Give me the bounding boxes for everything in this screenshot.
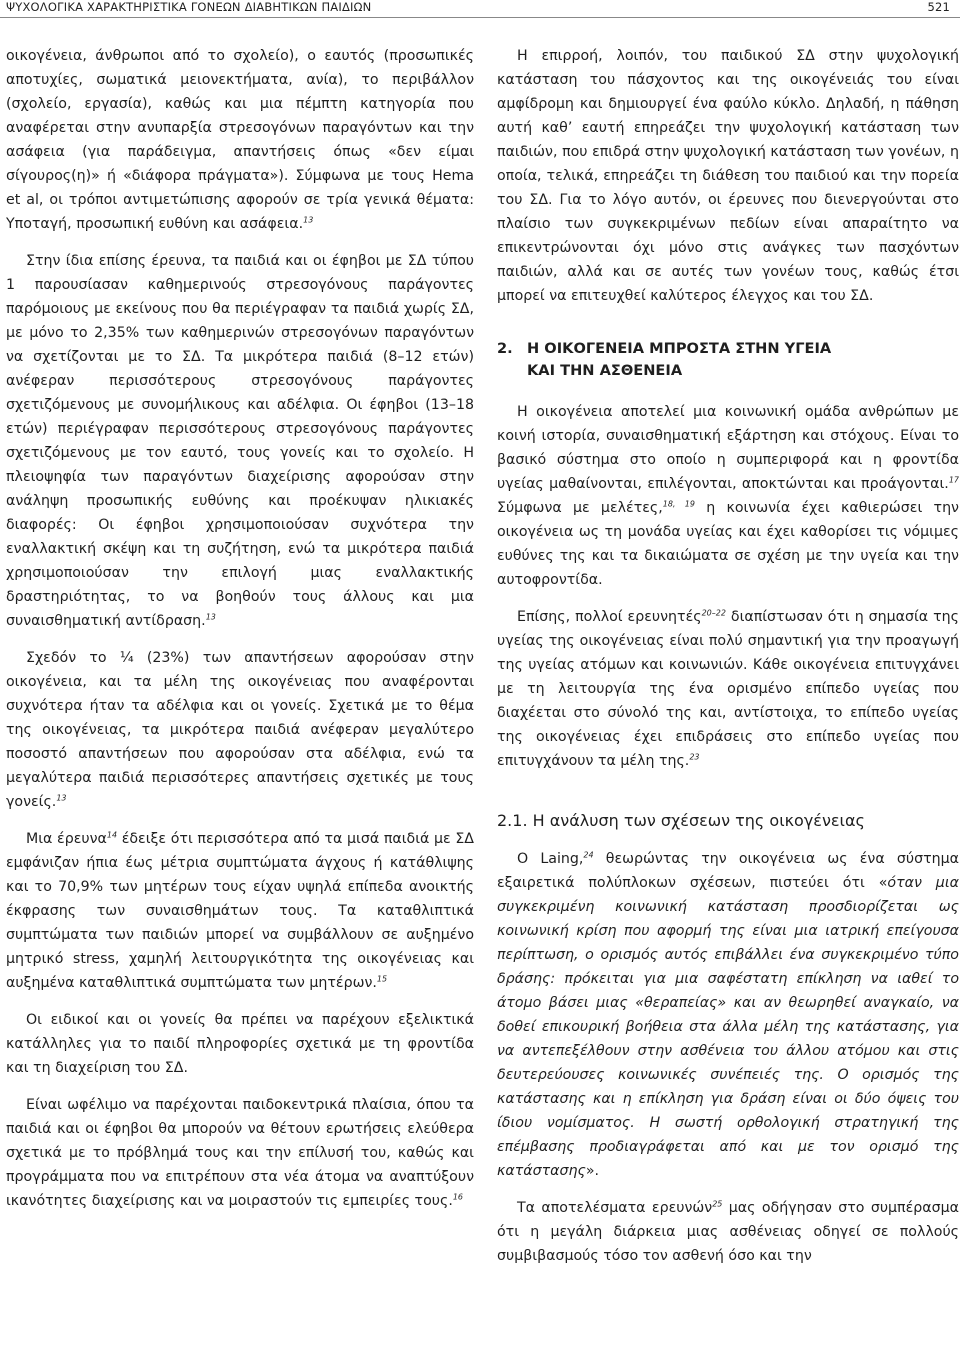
citation-ref[interactable]: 18, 19 xyxy=(662,499,695,509)
section-heading xyxy=(497,338,959,382)
citation-ref[interactable]: 13 xyxy=(303,215,314,225)
running-header xyxy=(0,0,960,18)
paragraph: Είναι ωφέλιμο να παρέχονται παιδοκεντρικά πλαίσια, όπου τα παιδιά και οι έφηβοι θα μπορούν να θέτουν ερωτήσεις ελεύθερα σχετικά με το πρόβλημά τους και την επίλυσή του, καθώς και προγράμματα που να επιτρέπουν στα νέα άτομα να αναπτύξουν ικανότητες διαχείρισης και να μοιραστούν τις εμπειρίες τους.$^{16}$ xyxy=(6,1097,474,1209)
paragraph: Ο Laing,$^{24}$ θεωρώντας την οικογένεια ως ένα σύστημα εξαιρετικά πολύπλοκων σχέσεων, πιστεύει ότι «όταν μια συγκεκριμένη κοινωνική κατάσταση προσδιορίζεται ως κοινωνική κρίση που αφορμή της είναι μια ιατρική επείγουσα περίπτωση, ο ορισμός αυτός επιβάλλει ένα συγκεκριμένο τύπο δράσης: πρόκειται για μια σαφέστατη επίκληση να ιαθεί το άτομο βάσει μιας «θεραπείας» και αν θεωρηθεί αναγκαίο, να δοθεί επικουρική βοήθεια στα άλλα μέλη της κατάστασης, για να αντεπεξέλθουν στην ασθένεια του άλλου ατόμου και στις δευτερεύουσες κοινωνικές συνέπειές της. Ο ορισμός της κατάστασης και η επίκληση για δράση είναι οι δύο όψεις του ίδιου νομίσματος. Η σωστή ορθολογική στρατηγική της επέμβασης προδιαγράφεται από και με τον ορισμό της κατάστασης». xyxy=(497,850,959,1179)
right-column xyxy=(497,44,959,1268)
running-title: ΨΥΧΟΛΟΓΙΚΑ ΧΑΡΑΚΤΗΡΙΣΤΙΚΑ ΓΟΝΕΩΝ ΔΙΑΒΗΤΙΚΩΝ ΠΑΙΔΙΩΝ xyxy=(6,0,372,14)
paragraph: Σχεδόν το ¼ (23%) των απαντήσεων αφορούσαν στην οικογένεια, και τα μέλη της οικογένειας που αναφέρονται συχνότερα ήταν τα αδέλφια και οι γονείς. Σχετικά με το θέμα της οικογένειας, τα μικρότερα παιδιά ανέφεραν μεγαλύτερο ποσοστό απαντήσεων που αφορούσαν στα αδέλφια, ενώ τα μεγαλύτερα παιδιά περισσότερες απαντήσεις σχετικές με τους γονείς.$^{13}$ xyxy=(6,650,474,810)
quotation: όταν μια συγκεκριμένη κοινωνική κατάσταση προσδιορίζεται ως κοινωνική κρίση που αφορμή της είναι μια ιατρική επείγουσα περίπτωση, ο ορισμός αυτός επιβάλλει ένα συγκεκριμένο τύπο δράσης: πρόκειται για μια σαφέστατη επίκληση να ιαθεί το άτομο βάσει μιας «θεραπείας» και αν θεωρηθεί αναγκαίο, να δοθεί επικουρική βοήθεια στα άλλα μέλη της κατάστασης, για να αντεπεξέλθουν στην ασθένεια του άλλου ατόμου και στις δευτερεύουσες κοινωνικές συνέπειές της. Ο ορισμός της κατάστασης και η επίκληση για δράση είναι οι δύο όψεις του ίδιου νομίσματος. Η σωστή ορθολογική στρατηγική της επέμβασης προδιαγράφεται από και με τον ορισμό της κατάστασης xyxy=(497,875,959,1179)
citation-ref[interactable]: 14 xyxy=(106,830,118,840)
citation-ref[interactable]: 23 xyxy=(689,752,700,762)
section-number: 2. xyxy=(497,340,513,357)
page-number: 521 xyxy=(927,0,950,14)
citation-ref[interactable]: 13 xyxy=(56,793,67,803)
citation-ref[interactable]: 20–22 xyxy=(701,608,726,618)
paragraph: Οι ειδικοί και οι γονείς θα πρέπει να παρέχουν εξελικτικά κατάλληλες για το παιδί πληροφορίες σχετικά με τη φροντίδα και τη διαχείριση του ΣΔ. xyxy=(6,1012,474,1076)
left-column xyxy=(6,44,474,1213)
paragraph: Η οικογένεια αποτελεί μια κοινωνική ομάδα ανθρώπων με κοινή ιστορία, συναισθηματική εξάρτηση και στόχους. Είναι το βασικό σύστημα στο οποίο η συμπεριφορά και η φροντίδα υγείας μαθαίνονται, επιλέγονται, αποκτώνται και προάγονται.$^{17}$ Σύμφωνα με μελέτες,$^{18, 19}$ η κοινωνία έχει καθιερώσει την οικογένεια ως τη μονάδα υγείας και έχει καθορίσει τις νόμιμες ευθύνες της και τα δικαιώματα σε σχέση με την υγεία και την αυτοφροντίδα. xyxy=(497,404,959,588)
section-title: Η ΟΙΚΟΓΕΝΕΙΑ ΜΠΡΟΣΤΑ ΣΤΗΝ ΥΓΕΙΑ ΚΑΙ ΤΗΝ ΑΣΘΕΝΕΙΑ xyxy=(527,340,832,379)
citation-ref[interactable]: 25 xyxy=(712,1199,723,1209)
paragraph: οικογένεια, άνθρωποι από το σχολείο), ο εαυτός (προσωπικές αποτυχίες, σωματικά μειονεκτήματα, ανία), το περιβάλλον (σχολείο, εργασία), καθώς και μια πέμπτη κατηγορία που αναφέρεται στην ανυπαρξία στρεσογόνων παραγόντων και την ασάφεια (για παράδειγμα, απαντήσεις όπως «δεν είμαι σίγουρος(η)» ή «διάφορα πράγματα»). Σύμφωνα με τους Hema et al, οι τρόποι αντιμετώπισης αφορούν σε τρία γενικά θέματα: Υποταγή, προσωπική ευθύνη και ασάφεια.$^{13}$ xyxy=(6,48,474,232)
citation-ref[interactable]: 16 xyxy=(452,1192,464,1202)
citation-ref[interactable]: 15 xyxy=(376,974,388,984)
paragraph: Τα αποτελέσματα ερευνών$^{25}$ μας οδήγησαν στο συμπέρασμα ότι η μεγάλη διάρκεια μιας ασθένειας οδηγεί σε πολλούς συμβιβασμούς τόσο τον ασθενή όσο και την xyxy=(497,1199,959,1264)
citation-ref[interactable]: 13 xyxy=(205,612,216,622)
subsection-heading: 2.1. Η ανάλυση των σχέσεων της οικογένειας xyxy=(497,811,865,830)
paragraph: Μια έρευνα$^{14}$ έδειξε ότι περισσότερα από τα μισά παιδιά με ΣΔ εμφάνιζαν ήπια έως μέτρια συμπτώματα άγχους ή κατάθλιψης και το 70,9% των μητέρων τους είχαν υψηλά επίπεδα ανοικτής έκφρασης των συναισθημάτων τους. Τα καταθλιπτικά συμπτώματα των παιδιών μπορεί να συμβάλλουν σε αυξημένο μητρικό stress, χαμηλή λειτουργικότητα της οικογένειας και αυξημένα καταθλιπτικά συμπτώματα των μητέρων.$^{15}$ xyxy=(6,830,475,991)
paragraph: Η επιρροή, λοιπόν, του παιδικού ΣΔ στην ψυχολογική κατάσταση του πάσχοντος και της οικογένειάς του είναι αμφίδρομη και δημιουργεί ένα φαύλο κύκλο. Δηλαδή, η πάθηση αυτή καθ’ εαυτή επηρεάζει την ψυχολογική κατάσταση των παιδιών, που επιδρά στην ψυχολογική κατάσταση των γονέων, η οποία, τελικά, επηρεάζει τη διάθεση του παιδιού και την πορεία του ΣΔ. Για το λόγο αυτόν, οι έρευνες που διενεργούνται στο πλαίσιο των συγκεκριμένων πεδίων είναι απαραίτητο να επικεντρώνονται όχι μόνο στις ανάγκες των πασχόντων παιδιών, αλλά και σε αυτές των γονέων τους, καθώς έτσι μπορεί να επιτευχθεί καλύτερος έλεγχος και του ΣΔ. xyxy=(497,48,959,304)
citation-ref[interactable]: 24 xyxy=(583,850,594,860)
citation-ref[interactable]: 17 xyxy=(948,475,959,485)
paragraph: Στην ίδια επίσης έρευνα, τα παιδιά και οι έφηβοι με ΣΔ τύπου 1 παρουσίασαν καθημερινούς στρεσογόνους παράγοντες παρόμοιους με εκείνους που θα περιέγραφαν τα παιδιά χωρίς ΣΔ, με μόνο το 2,35% των καθημερινών στρεσογόνων παραγόντων να σχετίζονται με το ΣΔ. Τα μικρότερα παιδιά (8–12 ετών) ανέφεραν περισσότερους στρεσογόνους παράγοντες σχετιζόμενους με συνομήλικους και αδέλφια. Οι έφηβοι (13–18 ετών) περιέγραφαν περισσότερους στρεσογόνους παράγοντες σχετιζόμενους με τον εαυτό, τους γονείς και το σχολείο. Η πλειοψηφία των παραγόντων διαχείρισης αφορούσαν στην ανάληψη προσωπικής ευθύνης και προέκυψαν ηλικιακές διαφορές: Οι έφηβοι χρησιμοποιούσαν συχνότερα την εναλλακτική σκέψη και τη συζήτηση, ενώ τα μικρότερα παιδιά χρησιμοποιούσαν την επιλογή μιας εναλλακτικής δραστηριότητας, το να βοηθούν τους άλλους και μια συναισθηματική αντίδραση.$^{13}$ xyxy=(6,253,474,629)
paragraph: Επίσης, πολλοί ερευνητές$^{20-22}$ διαπίστωσαν ότι η σημασία της υγείας της οικογένειας είναι πολύ σημαντική για την προαγωγή της υγείας ατόμων και κοινωνιών. Κάθε οικογένεια επιτυγχάνει με τη λειτουργία της ένα ορισμένο επίπεδο υγείας που διαχέεται στο σύνολό της και, αντίστοιχα, το επίπεδο υγείας της οικογένειας έχει επιδράσεις στο επίπεδο υγείας που επιτυγχάνουν τα μέλη της.$^{23}$ xyxy=(497,608,959,769)
